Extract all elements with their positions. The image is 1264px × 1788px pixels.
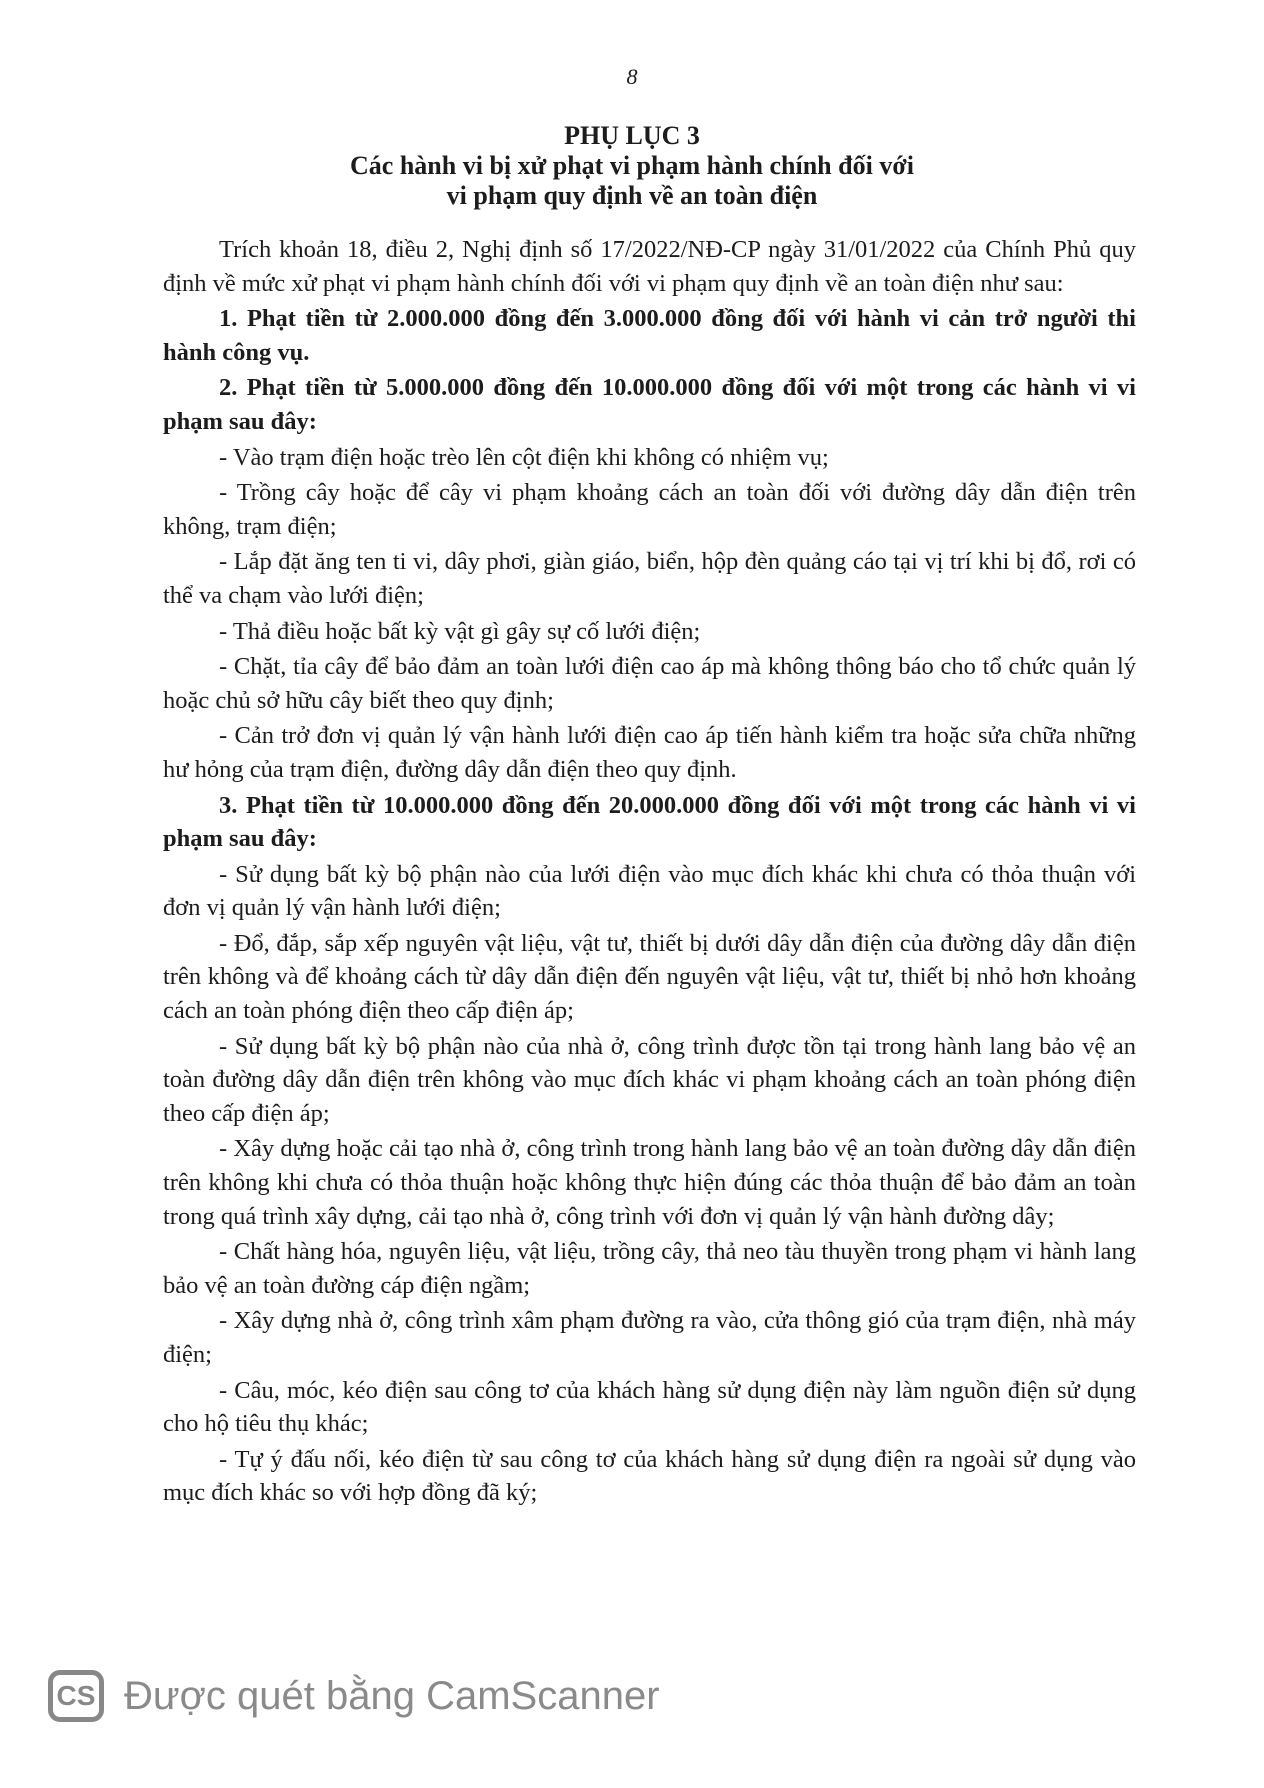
document-title-line-1: Các hành vi bị xử phạt vi phạm hành chính đối với	[350, 151, 914, 180]
section-3-item: - Chất hàng hóa, nguyên liệu, vật liệu, trồng cây, thả neo tàu thuyền trong phạm vi hành lang bảo vệ an toàn đường cáp điện ngầm;	[163, 1238, 1136, 1299]
section-2-heading: 2. Phạt tiền từ 5.000.000 đồng đến 10.000.000 đồng đối với một trong các hành vi vi phạm sau đây:	[163, 374, 1136, 435]
page-number: 8	[626, 64, 638, 89]
camscanner-logo-icon: CS	[48, 1670, 104, 1722]
document-body	[163, 233, 1136, 1512]
section-3-item: - Câu, móc, kéo điện sau công tơ của khách hàng sử dụng điện này làm nguồn điện sử dụng cho hộ tiêu thụ khác;	[163, 1376, 1136, 1438]
section-2-item: - Cản trở đơn vị quản lý vận hành lưới điện cao áp tiến hành kiểm tra hoặc sửa chữa những hư hỏng của trạm điện, đường dây dẫn điện theo quy định.	[163, 722, 1136, 783]
section-2-item: - Thả điều hoặc bất kỳ vật gì gây sự cố lưới điện;	[219, 617, 701, 645]
section-2-item: - Vào trạm điện hoặc trèo lên cột điện khi không có nhiệm vụ;	[219, 443, 829, 471]
camscanner-watermark-text: Được quét bằng CamScanner	[124, 1674, 660, 1718]
section-2-item: - Trồng cây hoặc để cây vi phạm khoảng cách an toàn đối với đường dây dẫn điện trên không, trạm điện;	[163, 479, 1136, 540]
section-2-item: - Lắp đặt ăng ten ti vi, dây phơi, giàn giáo, biển, hộp đèn quảng cáo tại vị trí khi bị đổ, rơi có thể va chạm vào lưới điện;	[163, 548, 1136, 609]
section-3-heading: 3. Phạt tiền từ 10.000.000 đồng đến 20.000.000 đồng đối với một trong các hành vi vi phạm sau đây:	[163, 791, 1136, 853]
section-1-heading: 1. Phạt tiền từ 2.000.000 đồng đến 3.000.000 đồng đối với hành vi cản trở người thi hành công vụ.	[163, 305, 1136, 366]
section-3-item: - Sử dụng bất kỳ bộ phận nào của nhà ở, công trình được tồn tại trong hành lang bảo vệ an toàn đường dây dẫn điện trên không vào mục đích khác vi phạm khoảng cách an toàn phóng điện theo cấp điện áp;	[163, 1032, 1136, 1127]
section-3-item: - Xây dựng hoặc cải tạo nhà ở, công trình trong hành lang bảo vệ an toàn đường dây dẫn điện trên không khi chưa có thỏa thuận hoặc không thực hiện đúng các thỏa thuận để bảo đảm an toàn trong quá trình xây dựng, cải tạo nhà ở, công trình với đơn vị quản lý vận hành đường dây;	[163, 1135, 1136, 1230]
section-2-item: - Chặt, tỉa cây để bảo đảm an toàn lưới điện cao áp mà không thông báo cho tổ chức quản lý hoặc chủ sở hữu cây biết theo quy định;	[163, 653, 1136, 714]
appendix-title: PHỤ LỤC 3	[564, 121, 700, 150]
section-3-item: - Sử dụng bất kỳ bộ phận nào của lưới điện vào mục đích khác khi chưa có thỏa thuận với đơn vị quản lý vận hành lưới điện;	[163, 860, 1136, 922]
section-3-item: - Đổ, đắp, sắp xếp nguyên vật liệu, vật tư, thiết bị dưới dây dẫn điện của đường dây dẫn điện trên không và để khoảng cách từ dây dẫn điện đến nguyên vật liệu, vật tư, thiết bị nhỏ hơn khoảng cách an toàn phóng điện theo cấp điện áp;	[163, 929, 1136, 1025]
intro-paragraph: Trích khoản 18, điều 2, Nghị định số 17/2022/NĐ-CP ngày 31/01/2022 của Chính Phủ quy định về mức xử phạt vi phạm hành chính đối với vi phạm quy định về an toàn điện như sau:	[163, 236, 1136, 297]
section-3-item: - Xây dựng nhà ở, công trình xâm phạm đường ra vào, cửa thông gió của trạm điện, nhà máy điện;	[163, 1307, 1136, 1368]
document-title-line-2: vi phạm quy định về an toàn điện	[446, 181, 818, 210]
section-3-item: - Tự ý đấu nối, kéo điện từ sau công tơ của khách hàng sử dụng điện ra ngoài sử dụng vào mục đích khác so với hợp đồng đã ký;	[163, 1445, 1136, 1507]
